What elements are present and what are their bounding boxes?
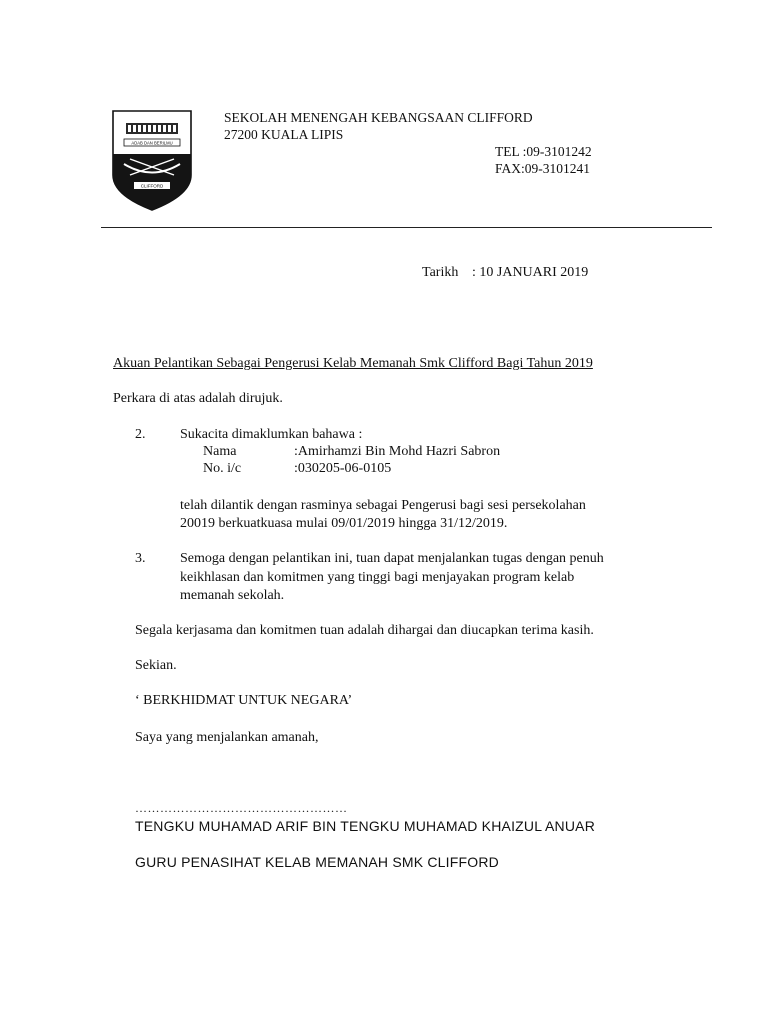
crest-motto-text: ADAB DAN BERILMU [131,140,173,146]
letter-subject: Akuan Pelantikan Sebagai Pengerusi Kelab Memanah Smk Clifford Bagi Tahun 2019 [113,356,593,371]
fax-number: FAX:09-3101241 [495,161,591,176]
motto-line: ‘ BERKHIDMAT UNTUK NEGARA’ [135,693,353,708]
school-address: 27200 KUALA LIPIS [224,127,344,142]
date-value: : 10 JANUARI 2019 [472,265,589,280]
signatory-title: GURU PENASIHAT KELAB MEMANAH SMK CLIFFORD [135,854,499,870]
para2-intro: Sukacita dimaklumkan bahawa : [180,427,363,442]
tel-number: TEL :09-3101242 [495,144,592,159]
ic-label: No. i/c [203,461,242,476]
school-crest-logo [110,109,194,212]
date-label: Tarikh [422,265,459,280]
school-name: SEKOLAH MENENGAH KEBANGSAAN CLIFFORD [224,110,533,125]
para2-line2: 20019 berkuatkuasa mulai 09/01/2019 hingga 31/12/2019. [180,516,508,531]
para2-line1: telah dilantik dengan rasminya sebagai Pengerusi bagi sesi persekolahan [180,498,586,513]
ic-value: :030205-06-0105 [294,461,392,476]
crest-banner-text: CLIFFORD [140,183,164,189]
letterhead-divider [101,227,712,228]
para3-line1: Semoga dengan pelantikan ini, tuan dapat menjalankan tugas dengan penuh [180,551,604,566]
name-label: Nama [203,444,237,459]
signatory-name: TENGKU MUHAMAD ARIF BIN TENGKU MUHAMAD KHAIZUL ANUAR [135,818,596,834]
signature-dots: …………………………………………… [135,801,348,815]
signoff-line: Saya yang menjalankan amanah, [135,730,319,745]
para3-line3: memanah sekolah. [180,588,285,603]
sekian-line: Sekian. [135,658,177,673]
para3-number: 3. [135,551,146,566]
reference-line: Perkara di atas adalah dirujuk. [113,391,283,406]
thanks-line: Segala kerjasama dan komitmen tuan adalah dihargai dan diucapkan terima kasih. [135,623,594,638]
name-value: :Amirhamzi Bin Mohd Hazri Sabron [294,444,501,459]
para3-line2: keikhlasan dan komitmen yang tinggi bagi menjayakan program kelab [180,570,575,585]
para2-number: 2. [135,427,146,442]
